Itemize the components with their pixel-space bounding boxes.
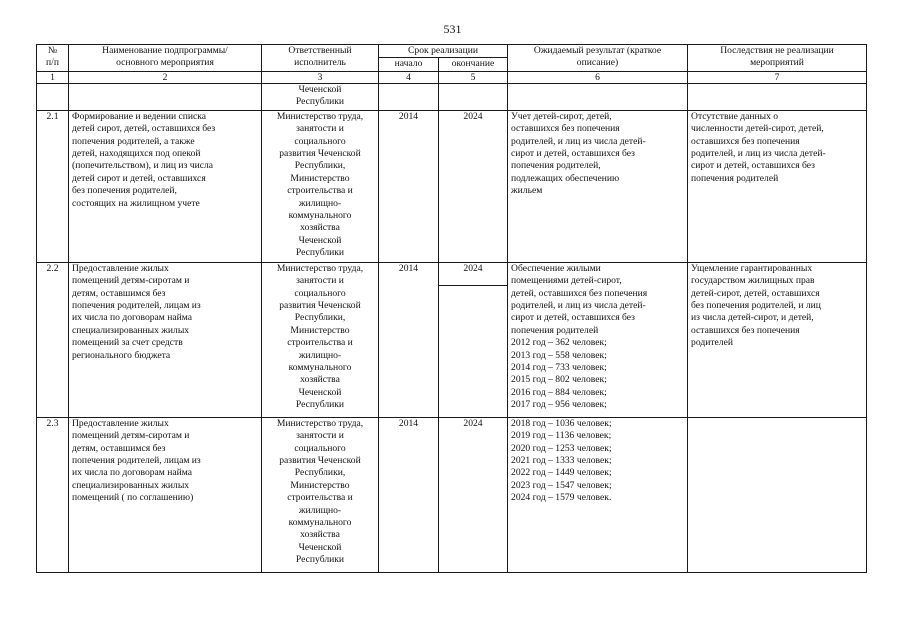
cell-text-line: Республики, <box>294 160 346 172</box>
cell-num <box>37 83 69 110</box>
cell-result <box>508 417 688 572</box>
cell-text-line: Министерство <box>290 172 350 184</box>
cell-text-line: Республики <box>295 554 345 566</box>
cell-text-line: Чеченской <box>298 541 342 553</box>
cell-consequences <box>688 83 867 110</box>
header-start: начало <box>379 58 439 71</box>
cell-text-line: 2017 год – 956 человек; <box>511 399 607 411</box>
cell-text-line: 2023 год – 1547 человек; <box>511 479 612 491</box>
cell-text-line: сирот и детей, оставшихся без <box>511 312 635 324</box>
cell-text-line: подлежащих обеспечению <box>511 172 620 184</box>
cell-text-line: оставшихся без попечения <box>691 324 800 336</box>
cell-consequences <box>688 417 867 572</box>
cell-text-line: попечения родителей, лицам из <box>72 455 201 467</box>
cell-text-line: занятости и <box>296 275 344 287</box>
header-end: окончание <box>439 58 508 71</box>
cell-text-line: попечения родителей, лицам из <box>72 300 201 312</box>
table-header-row <box>37 45 867 58</box>
cell-text-line: 2012 год – 362 человек; <box>511 337 607 349</box>
cell-text-line: 2015 год – 802 человек; <box>511 374 607 386</box>
cell-text-line: жилищно- <box>298 349 342 361</box>
cell-result <box>508 110 688 262</box>
cell-num: 2.2 <box>37 262 69 417</box>
cell-text-line: детей-сирот, детей, оставшихся <box>691 287 820 299</box>
cell-text-line: помещений детям-сиротам и <box>72 275 190 287</box>
header-term: Срок реализации <box>379 45 508 58</box>
cell-start <box>379 83 439 110</box>
cell-end: 2024 <box>439 417 508 572</box>
cell-text-line: 2019 год – 1136 человек; <box>511 430 612 442</box>
cell-text-line: родителей <box>691 337 733 349</box>
cell-text-line: оставшихся без попечения <box>511 123 620 135</box>
cell-text-line: коммунального <box>288 210 352 222</box>
header-executor: Ответственный исполнитель <box>262 45 379 72</box>
cell-text-line: Предоставление жилых <box>72 417 169 429</box>
cell-name <box>69 83 262 110</box>
cell-text-line: Отсутствие данных о <box>691 110 779 122</box>
cell-text-line: Предоставление жилых <box>72 262 169 274</box>
cell-text-line: хозяйства <box>300 529 340 541</box>
cell-text-line: детям, оставшимся без <box>72 287 166 299</box>
cell-text-line: оставшихся без попечения <box>691 135 800 147</box>
cell-text-line: помещений детям-сиротам и <box>72 430 190 442</box>
cell-name <box>69 110 262 262</box>
cell-text-line: Республики <box>295 399 345 411</box>
cell-text-line: попечения родителей, а также <box>72 135 195 147</box>
cell-text-line: детей, оставшихся без попечения <box>511 287 648 299</box>
cell-text-line: 2013 год – 558 человек; <box>511 349 607 361</box>
cell-text-line: 2021 год – 1333 человек; <box>511 455 612 467</box>
cell-text-line: родителей, и лиц из числа детей- <box>511 300 646 312</box>
cell-text-line: Республики, <box>294 467 346 479</box>
cell-text-line: занятости и <box>296 123 344 135</box>
cell-text-line: детей сирот и детей, оставшихся <box>72 172 206 184</box>
cell-divider <box>439 285 507 286</box>
cell-start: 2014 <box>379 110 439 262</box>
cell-text-line: детей сирот, детей, оставшихся без <box>72 123 216 135</box>
cell-text-line: Министерство <box>290 479 350 491</box>
column-number: 7 <box>688 71 867 83</box>
cell-text-line: хозяйства <box>300 374 340 386</box>
header-name: Наименование подпрограммы/ основного мероприятия <box>69 45 262 72</box>
cell-text-line: Чеченской <box>298 386 342 398</box>
cell-text-line: Министерство труда, <box>276 262 364 274</box>
cell-name <box>69 417 262 572</box>
cell-text-line: Формирование и ведении списка <box>72 110 207 122</box>
cell-start: 2014 <box>379 417 439 572</box>
cell-text-line: социального <box>294 442 346 454</box>
cell-text-line: детям, оставшимся без <box>72 442 166 454</box>
cell-text-line: строительства и <box>287 185 353 197</box>
cell-text-line: социального <box>294 135 346 147</box>
column-number: 1 <box>37 71 69 83</box>
cell-text-line: без попечения родителей, <box>72 185 177 197</box>
cell-text-line: Республики <box>295 247 345 259</box>
table-row <box>37 262 867 417</box>
header-result: Ожидаемый результат (краткое описание) <box>508 45 688 72</box>
cell-text-line: развития Чеченской <box>279 300 361 312</box>
cell-start: 2014 <box>379 262 439 417</box>
cell-text-line: Министерство труда, <box>276 417 364 429</box>
cell-text-line: Республики, <box>294 312 346 324</box>
cell-text-line: 2020 год – 1253 человек; <box>511 442 612 454</box>
cell-text-line: попечения родителей <box>511 324 599 336</box>
cell-end <box>439 83 508 110</box>
cell-executor <box>262 262 379 417</box>
cell-name <box>69 262 262 417</box>
cell-text-line: Обеспечение жилыми <box>511 262 601 274</box>
cell-text-line: 2014 год – 733 человек; <box>511 362 607 374</box>
header-consequences: Последствия не реализации мероприятий <box>688 45 867 72</box>
cell-text-line: из числа детей-сирот, и детей, <box>691 312 814 324</box>
cell-text-line: развития Чеченской <box>279 148 361 160</box>
cell-text-line: численности детей-сирот, детей, <box>691 123 824 135</box>
cell-text-line: попечения родителей <box>691 172 779 184</box>
cell-text-line: попечения родителей, <box>511 160 601 172</box>
table-row <box>37 110 867 262</box>
page-number: 531 <box>443 22 462 36</box>
cell-text-line: их числа по договорам найма <box>72 467 193 479</box>
cell-text-line: Министерство <box>290 324 350 336</box>
column-number: 5 <box>439 71 508 83</box>
cell-end <box>439 262 508 417</box>
cell-text-line: состоящих на жилищном учете <box>72 197 200 209</box>
cell-text-line: Чеченской <box>298 83 342 95</box>
cell-text-line: строительства и <box>287 492 353 504</box>
cell-consequences <box>688 110 867 262</box>
cell-executor <box>262 110 379 262</box>
cell-text-line: Учет детей-сирот, детей, <box>511 110 612 122</box>
cell-text-line: помещений ( по соглашению) <box>72 492 194 504</box>
cell-consequences <box>688 262 867 417</box>
column-number: 2 <box>69 71 262 83</box>
column-number: 6 <box>508 71 688 83</box>
column-number-row <box>37 71 867 83</box>
cell-text-line: (попечительством), и лиц из числа <box>72 160 214 172</box>
cell-num: 2.3 <box>37 417 69 572</box>
cell-text-line: 2022 год – 1449 человек; <box>511 467 612 479</box>
column-number: 4 <box>379 71 439 83</box>
program-table <box>36 44 867 573</box>
cell-text-line: Ущемление гарантированных <box>691 262 813 274</box>
column-number: 3 <box>262 71 379 83</box>
cell-text-line: коммунального <box>288 517 352 529</box>
cell-text-line: строительства и <box>287 337 353 349</box>
cell-text-line: помещений за счет средств <box>72 337 183 349</box>
cell-text-line: занятости и <box>296 430 344 442</box>
cell-text-line: Министерство труда, <box>276 110 364 122</box>
cell-text-line: коммунального <box>288 362 352 374</box>
cell-text-line: 2024 год – 1579 человек. <box>511 492 612 504</box>
cell-text-line: специализированных жилых <box>72 324 190 336</box>
cell-text-line: специализированных жилых <box>72 479 190 491</box>
cell-executor <box>262 417 379 572</box>
cell-text-line: жилищно- <box>298 197 342 209</box>
cell-text-line: 2018 год – 1036 человек; <box>511 417 612 429</box>
table-row <box>37 417 867 572</box>
cell-text-line: родителей, и лиц из числа детей- <box>511 135 646 147</box>
cell-result <box>508 262 688 417</box>
table-row <box>37 83 867 110</box>
cell-text-line: государством жилищных прав <box>691 275 815 287</box>
header-num: № п/п <box>37 45 69 72</box>
cell-text-line: родителей, и лиц из числа детей- <box>691 148 826 160</box>
cell-text-line: хозяйства <box>300 222 340 234</box>
cell-num: 2.1 <box>37 110 69 262</box>
cell-text-line: Чеченской <box>298 234 342 246</box>
cell-result <box>508 83 688 110</box>
cell-text-line: социального <box>294 287 346 299</box>
cell-text-line: их числа по договорам найма <box>72 312 193 324</box>
cell-text-line: сирот и детей, оставшихся без <box>691 160 815 172</box>
cell-text-line: без попечения родителей, и лиц <box>691 300 821 312</box>
cell-text-line: детей, находящихся под опекой <box>72 148 201 160</box>
cell-text-line: Республики <box>295 96 345 108</box>
cell-text-line: регионального бюджета <box>72 349 171 361</box>
cell-text-line: развития Чеченской <box>279 455 361 467</box>
cell-text-line: помещениями детей-сирот, <box>511 275 622 287</box>
cell-text-line: 2016 год – 884 человек; <box>511 386 607 398</box>
cell-text-line: сирот и детей, оставшихся без <box>511 148 635 160</box>
cell-text-line: жилищно- <box>298 504 342 516</box>
cell-end: 2024 <box>439 110 508 262</box>
cell-executor <box>262 83 379 110</box>
cell-end-value: 2024 <box>463 262 483 274</box>
cell-text-line: жильем <box>511 185 543 197</box>
